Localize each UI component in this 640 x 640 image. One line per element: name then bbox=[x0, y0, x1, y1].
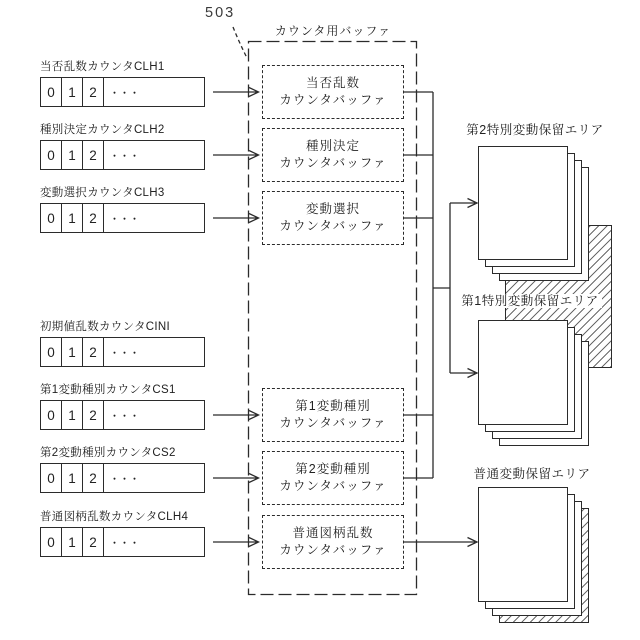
arrow-to-area-normal bbox=[404, 538, 477, 547]
counter-cell-ellipsis: ・・・ bbox=[110, 347, 141, 358]
hold-area1-label: 第1特別変動保留エリア bbox=[450, 291, 610, 310]
counter-cell: 1 bbox=[62, 464, 83, 492]
counter-clh1-label: 当否乱数カウンタCLH1 bbox=[40, 61, 165, 73]
counter-cell: 0 bbox=[41, 464, 62, 492]
counter-cell-ellipsis: ・・・ bbox=[110, 410, 141, 421]
counter-cell: 2 bbox=[83, 204, 104, 232]
wire-split-junction bbox=[433, 203, 450, 373]
counter-cs2-box bbox=[40, 463, 205, 493]
counter-cell: 2 bbox=[83, 338, 104, 366]
arrow-clh2-to-buffer bbox=[213, 151, 259, 160]
arrow-clh4-to-buffer bbox=[213, 538, 259, 547]
buffer-touhi-ransu bbox=[262, 65, 404, 119]
buffer-label-line2: カウンタバッファ bbox=[279, 156, 387, 170]
hold-area1-card1 bbox=[478, 320, 568, 425]
counter-cell: 1 bbox=[62, 401, 83, 429]
counter-clh2 bbox=[40, 123, 205, 170]
buffer-label-line2: カウンタバッファ bbox=[279, 219, 387, 233]
buffer-futsuu-zugara-ransu bbox=[262, 515, 404, 569]
counter-clh3-label: 変動選択カウンタCLH3 bbox=[40, 187, 165, 199]
counter-clh4-box bbox=[40, 527, 205, 557]
counter-cell: 2 bbox=[83, 78, 104, 106]
counter-cell: 1 bbox=[62, 141, 83, 169]
buffer-hendou-sentaku bbox=[262, 191, 404, 245]
counter-cs2 bbox=[40, 446, 205, 493]
buffer-dai1-hendou-shubetsu bbox=[262, 388, 404, 442]
counter-buffer-container-box bbox=[249, 42, 417, 595]
buffer-label-line1: 変動選択 bbox=[305, 202, 360, 216]
counter-buffer-container-label: カウンタ用バッファ bbox=[274, 24, 392, 38]
counter-cell: 0 bbox=[41, 78, 62, 106]
counter-cell: 2 bbox=[83, 528, 104, 556]
counter-clh2-label: 種別決定カウンタCLH2 bbox=[40, 124, 165, 136]
counter-cini-box bbox=[40, 337, 205, 367]
hold-area2-label: 第2特別変動保留エリア bbox=[455, 120, 615, 139]
counter-cell-ellipsis: ・・・ bbox=[110, 213, 141, 224]
counter-clh3-box bbox=[40, 203, 205, 233]
buffer-label-line2: カウンタバッファ bbox=[279, 543, 387, 557]
counter-cell: 0 bbox=[41, 141, 62, 169]
counter-cell: 0 bbox=[41, 528, 62, 556]
counter-clh1-box bbox=[40, 77, 205, 107]
counter-cs1-label: 第1変動種別カウンタCS1 bbox=[40, 384, 176, 396]
buffer-label-line1: 第1変動種別 bbox=[295, 399, 371, 413]
arrow-to-area1 bbox=[450, 369, 477, 378]
counter-cell: 2 bbox=[83, 141, 104, 169]
counter-clh4-label: 普通図柄乱数カウンタCLH4 bbox=[40, 511, 189, 523]
buffer-label-line2: カウンタバッファ bbox=[279, 479, 387, 493]
ref-number-503: 503 bbox=[205, 5, 236, 21]
counter-cell: 1 bbox=[62, 338, 83, 366]
counter-clh1 bbox=[40, 60, 205, 107]
counter-cell-ellipsis: ・・・ bbox=[110, 473, 141, 484]
buffer-shubetsu-kettei bbox=[262, 128, 404, 182]
counter-cell-ellipsis: ・・・ bbox=[110, 537, 141, 548]
counter-clh2-box bbox=[40, 140, 205, 170]
hold-area-normal-card1 bbox=[478, 487, 568, 602]
counter-cell: 0 bbox=[41, 204, 62, 232]
buffer-label-line1: 普通図柄乱数 bbox=[292, 526, 374, 540]
counter-cs1-box bbox=[40, 400, 205, 430]
arrow-clh1-to-buffer bbox=[213, 88, 259, 97]
arrow-to-area2 bbox=[450, 199, 477, 208]
counter-cell-ellipsis: ・・・ bbox=[110, 150, 141, 161]
buffer-label-line1: 当否乱数 bbox=[305, 76, 360, 90]
counter-cell: 1 bbox=[62, 204, 83, 232]
counter-cini-label: 初期値乱数カウンタCINI bbox=[40, 321, 170, 333]
counter-clh4 bbox=[40, 510, 205, 557]
counter-clh3 bbox=[40, 186, 205, 233]
counter-cell: 0 bbox=[41, 338, 62, 366]
counter-cell: 2 bbox=[83, 401, 104, 429]
counter-cell: 0 bbox=[41, 401, 62, 429]
buffer-dai2-hendou-shubetsu bbox=[262, 451, 404, 505]
hold-area2-card1 bbox=[478, 146, 568, 260]
counter-cs2-label: 第2変動種別カウンタCS2 bbox=[40, 447, 176, 459]
counter-cell: 1 bbox=[62, 528, 83, 556]
counter-cini bbox=[40, 320, 205, 367]
buffer-label-line1: 第2変動種別 bbox=[295, 462, 371, 476]
buffer-label-line2: カウンタバッファ bbox=[279, 416, 387, 430]
hold-area-normal-label: 普通変動保留エリア bbox=[452, 464, 612, 483]
counter-cell: 1 bbox=[62, 78, 83, 106]
arrow-cs1-to-buffer bbox=[213, 411, 259, 420]
counter-cell-ellipsis: ・・・ bbox=[110, 87, 141, 98]
arrow-clh3-to-buffer bbox=[213, 214, 259, 223]
ref-503-leader-line bbox=[233, 27, 247, 58]
counter-cell: 2 bbox=[83, 464, 104, 492]
counter-cs1 bbox=[40, 383, 205, 430]
buffer-label-line2: カウンタバッファ bbox=[279, 93, 387, 107]
arrow-cs2-to-buffer bbox=[213, 474, 259, 483]
buffer-label-line1: 種別決定 bbox=[305, 139, 360, 153]
